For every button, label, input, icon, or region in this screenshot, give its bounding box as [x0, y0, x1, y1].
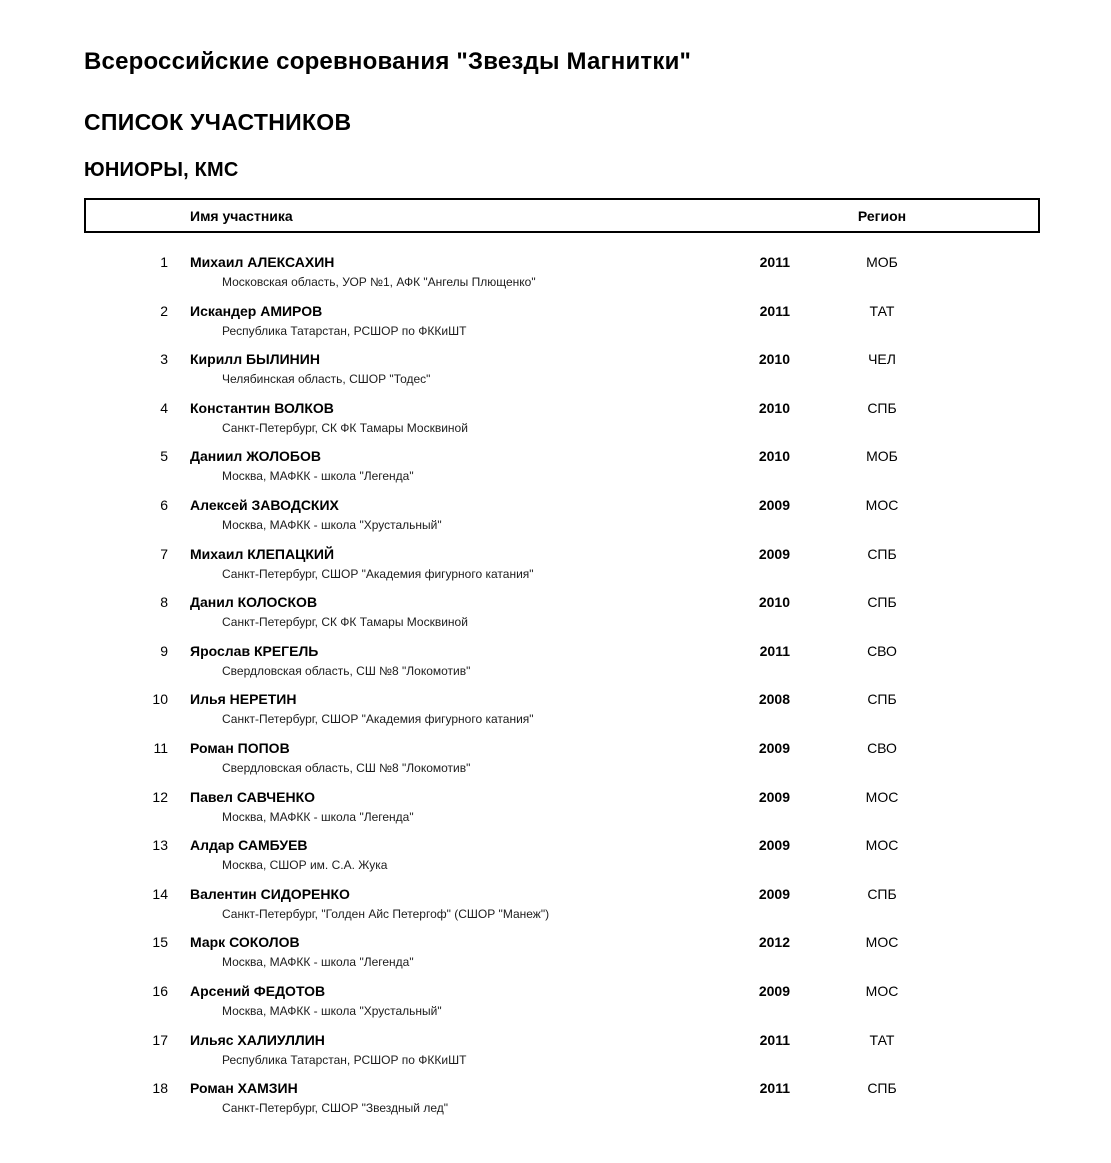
row-number: 1	[160, 254, 168, 270]
participant-cell	[190, 1032, 700, 1067]
table-row	[84, 828, 1040, 877]
participant-name: Роман ХАМЗИН	[190, 1080, 298, 1097]
participant-club: Свердловская область, СШ №8 "Локомотив"	[222, 760, 471, 775]
table-row	[84, 1023, 1040, 1072]
birth-year: 2009	[758, 788, 790, 805]
participant-club: Санкт-Петербург, "Голден Айс Петергоф" (СШОР "Манеж")	[222, 906, 550, 921]
table-row	[84, 439, 1040, 488]
table-row	[84, 731, 1040, 780]
row-number: 17	[152, 1031, 168, 1048]
birth-year: 2011	[759, 1080, 790, 1097]
participant-cell	[190, 934, 700, 969]
table-row	[84, 342, 1040, 391]
birth-year: 2009	[758, 739, 790, 756]
participant-cell	[190, 546, 700, 581]
region-code: СПБ	[867, 1080, 897, 1097]
table-row	[84, 974, 1040, 1023]
birth-year: 2011	[759, 1031, 790, 1048]
region-code: МОБ	[866, 448, 898, 465]
birth-year: 2009	[758, 496, 790, 513]
region-code: СПБ	[867, 594, 897, 611]
participant-name: Константин ВОЛКОВ	[190, 399, 334, 416]
table-row	[84, 682, 1040, 731]
birth-year: 2011	[759, 302, 790, 319]
row-number: 6	[160, 496, 168, 513]
birth-year: 2012	[758, 934, 790, 951]
table-row	[84, 245, 1040, 294]
table-row	[84, 585, 1040, 634]
region-code: СПБ	[867, 885, 897, 902]
participant-name: Алексей ЗАВОДСКИХ	[190, 496, 339, 513]
table-header	[84, 198, 1040, 233]
table-row	[84, 925, 1040, 974]
participant-club: Москва, СШОР им. С.А. Жука	[222, 858, 388, 873]
participant-cell	[190, 1080, 700, 1115]
participant-name: Михаил КЛЕПАЦКИЙ	[190, 545, 335, 562]
region-code: МОС	[865, 496, 899, 513]
participant-name: Роман ПОПОВ	[190, 739, 290, 756]
participant-club: Москва, МАФКК - школа "Легенда"	[222, 469, 414, 484]
participant-club: Москва, МАФКК - школа "Легенда"	[222, 809, 414, 824]
region-code: ЧЕЛ	[868, 351, 896, 368]
participant-name: Ярослав КРЕГЕЛЬ	[190, 642, 319, 659]
participant-name: Михаил АЛЕКСАХИН	[190, 254, 335, 270]
participant-cell	[190, 643, 700, 678]
participant-name: Арсений ФЕДОТОВ	[190, 982, 326, 999]
region-code: СПБ	[867, 691, 897, 708]
birth-year: 2011	[759, 254, 790, 270]
birth-year: 2009	[758, 982, 790, 999]
participant-cell	[190, 303, 700, 338]
participant-club: Москва, МАФКК - школа "Хрустальный"	[222, 1003, 442, 1018]
birth-year: 2010	[758, 399, 790, 416]
region-code: ТАТ	[869, 1031, 895, 1048]
row-number: 13	[152, 837, 168, 854]
participant-cell	[190, 691, 700, 726]
row-number: 12	[152, 788, 168, 805]
table-row	[84, 780, 1040, 829]
table-row	[84, 877, 1040, 926]
participant-name: Марк СОКОЛОВ	[190, 934, 300, 951]
participant-cell	[190, 448, 700, 483]
participant-cell	[190, 594, 700, 629]
row-number: 4	[160, 399, 168, 416]
region-code: МОБ	[866, 254, 898, 270]
table-row	[84, 294, 1040, 343]
region-code: СВО	[867, 739, 897, 756]
section-title: СПИСОК УЧАСТНИКОВ	[84, 109, 352, 135]
participant-name: Валентин СИДОРЕНКО	[190, 885, 350, 902]
header-name-label: Имя участника	[190, 207, 293, 224]
participant-name: Искандер АМИРОВ	[190, 302, 323, 319]
row-number: 18	[152, 1080, 168, 1097]
participant-name: Кирилл БЫЛИНИН	[190, 351, 320, 368]
participant-cell	[190, 254, 700, 289]
participant-cell	[190, 400, 700, 435]
row-number: 16	[152, 982, 168, 999]
row-number: 7	[160, 545, 168, 562]
participant-club: Московская область, УОР №1, АФК "Ангелы Плющенко"	[222, 275, 536, 289]
row-number: 11	[153, 739, 168, 756]
participant-club: Москва, МАФКК - школа "Хрустальный"	[222, 517, 442, 532]
participant-cell	[190, 886, 700, 921]
row-number: 3	[160, 351, 168, 368]
table-row	[84, 1071, 1040, 1120]
region-code: МОС	[865, 788, 899, 805]
participant-club: Челябинская область, СШОР "Тодес"	[222, 372, 431, 387]
birth-year: 2009	[758, 545, 790, 562]
row-number: 2	[160, 302, 168, 319]
region-code: СПБ	[867, 399, 897, 416]
participants-table	[84, 245, 1040, 1120]
region-code: МОС	[865, 982, 899, 999]
participant-club: Санкт-Петербург, СК ФК Тамары Москвиной	[222, 420, 468, 435]
category-title: ЮНИОРЫ, КМС	[84, 159, 239, 181]
birth-year: 2011	[759, 642, 790, 659]
region-code: СПБ	[867, 545, 897, 562]
participant-cell	[190, 351, 700, 386]
participant-club: Санкт-Петербург, СШОР "Академия фигурного катания"	[222, 566, 534, 581]
participant-name: Даниил ЖОЛОБОВ	[190, 448, 321, 465]
row-number: 8	[160, 594, 168, 611]
table-row	[84, 537, 1040, 586]
participant-club: Санкт-Петербург, СК ФК Тамары Москвиной	[222, 615, 468, 630]
participant-name: Павел САВЧЕНКО	[190, 788, 316, 805]
region-code: ТАТ	[869, 302, 895, 319]
row-number: 14	[152, 885, 168, 902]
birth-year: 2009	[758, 885, 790, 902]
birth-year: 2010	[758, 448, 790, 465]
birth-year: 2008	[758, 691, 790, 708]
birth-year: 2010	[758, 594, 790, 611]
region-code: МОС	[865, 934, 899, 951]
participant-name: Данил КОЛОСКОВ	[190, 594, 318, 611]
participant-cell	[190, 497, 700, 532]
table-row	[84, 634, 1040, 683]
participant-cell	[190, 837, 700, 872]
row-number: 15	[152, 934, 168, 951]
row-number: 5	[160, 448, 168, 465]
region-code: СВО	[867, 642, 897, 659]
participant-name: Илья НЕРЕТИН	[190, 691, 297, 708]
participant-cell	[190, 789, 700, 824]
region-code: МОС	[865, 837, 899, 854]
participant-club: Республика Татарстан, РСШОР по ФККиШТ	[222, 323, 467, 338]
page-title: Всероссийские соревнования "Звезды Магнитки"	[84, 48, 692, 75]
participant-club: Республика Татарстан, РСШОР по ФККиШТ	[222, 1052, 467, 1067]
row-number: 9	[160, 642, 168, 659]
birth-year: 2009	[758, 837, 790, 854]
participant-name: Алдар САМБУЕВ	[190, 837, 308, 854]
participant-name: Ильяс ХАЛИУЛЛИН	[190, 1031, 325, 1048]
row-number: 10	[152, 691, 168, 708]
participant-cell	[190, 740, 700, 775]
participant-club: Санкт-Петербург, СШОР "Звездный лед"	[222, 1101, 449, 1116]
table-row	[84, 391, 1040, 440]
header-region-label: Регион	[857, 207, 907, 224]
participant-cell	[190, 983, 700, 1018]
participant-club: Москва, МАФКК - школа "Легенда"	[222, 955, 414, 970]
table-row	[84, 488, 1040, 537]
participant-club: Свердловская область, СШ №8 "Локомотив"	[222, 663, 471, 678]
birth-year: 2010	[758, 351, 790, 368]
participant-club: Санкт-Петербург, СШОР "Академия фигурного катания"	[222, 712, 534, 727]
